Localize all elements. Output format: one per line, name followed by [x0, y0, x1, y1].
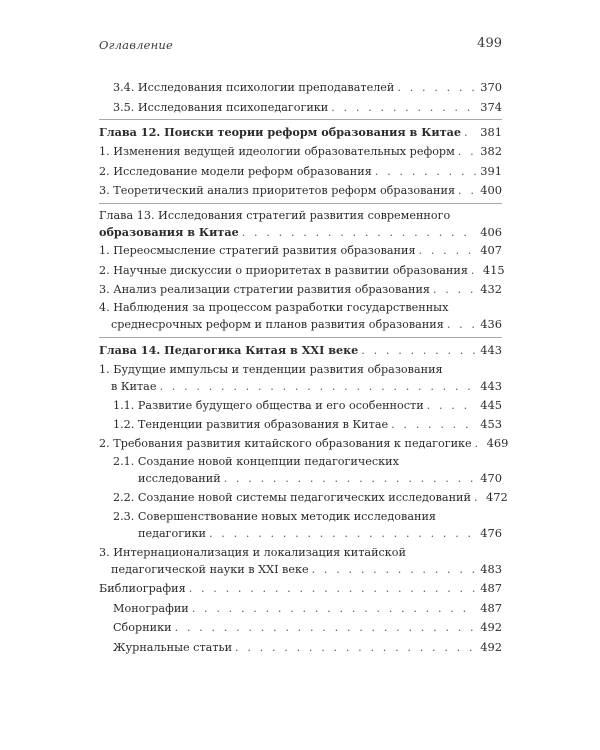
- toc-entry-title-line2: в Китае: [111, 380, 157, 393]
- toc-entry[interactable]: [113, 600, 502, 617]
- toc-entry-page: 400: [480, 183, 502, 197]
- toc-entry-page: 436: [480, 317, 502, 331]
- toc-entry[interactable]: [113, 509, 502, 542]
- toc-entry[interactable]: [113, 619, 502, 636]
- toc-entry-page: 382: [480, 144, 502, 158]
- dot-leader: [224, 471, 477, 487]
- toc-entry-title: Монографии: [113, 602, 189, 615]
- dot-leader: [458, 183, 476, 199]
- dot-leader: [331, 100, 476, 116]
- toc-entry-title-line1: 2.1. Создание новой концепции педагогических: [113, 455, 399, 468]
- dot-leader: [242, 225, 477, 241]
- toc-entry-title-line1: 2.3. Совершенствование новых методик исследования: [113, 510, 436, 523]
- toc-entry[interactable]: [113, 416, 502, 433]
- toc-entry-title: Журнальные статьи: [113, 641, 233, 654]
- toc-entry[interactable]: [113, 639, 502, 656]
- dot-leader: [475, 436, 483, 452]
- toc-entry[interactable]: [99, 580, 502, 597]
- dot-leader: [192, 601, 477, 617]
- toc-entry[interactable]: [113, 454, 502, 487]
- toc-entry-title-line1: 1. Будущие импульсы и тенденции развития образования: [99, 363, 443, 376]
- toc-entry[interactable]: [113, 397, 502, 414]
- toc-entry-title: Сборники: [113, 621, 172, 634]
- toc-entry-title: 3. Теоретический анализ приоритетов реформ образования: [99, 184, 456, 197]
- toc-entry-page: 453: [480, 417, 502, 431]
- dot-leader: [397, 80, 476, 96]
- toc-entry-title: Библиография: [99, 582, 186, 595]
- toc-entry-page: 406: [480, 225, 502, 239]
- toc-entry-title: 2. Научные дискуссии о приоритетах в развитии образования: [99, 264, 468, 277]
- toc-entry[interactable]: [99, 242, 502, 259]
- toc-entry[interactable]: [99, 362, 502, 395]
- toc-entry-page: 445: [480, 398, 502, 412]
- toc-entry-page: 469: [486, 436, 509, 450]
- dot-leader: [433, 282, 476, 298]
- toc-entry[interactable]: [99, 545, 502, 578]
- toc-entry-title: 2. Исследование модели реформ образования: [99, 165, 372, 178]
- dot-leader: [474, 490, 482, 506]
- running-head-title: Оглавление: [99, 38, 174, 52]
- running-head: [99, 36, 502, 58]
- section-divider: [99, 119, 502, 120]
- toc-entry-title-line1: 4. Наблюдения за процессом разработки государственных: [99, 301, 449, 314]
- dot-leader: [159, 379, 476, 395]
- toc-chapter-title-line1: Глава 13. Исследования стратегий развития современного: [99, 209, 451, 222]
- toc-entry-page: 443: [480, 379, 502, 393]
- toc-entry[interactable]: [99, 163, 502, 180]
- toc-entry-page: 470: [480, 471, 502, 485]
- toc-entry-title: 1.1. Развитие будущего общества и его особенности: [113, 399, 424, 412]
- dot-leader: [447, 317, 476, 333]
- toc-entry-page: 381: [480, 125, 502, 139]
- toc-entry-page: 492: [480, 640, 502, 654]
- toc-entry-page: 487: [480, 581, 502, 595]
- running-head-page-number: 499: [477, 36, 502, 51]
- toc-entry[interactable]: [99, 182, 502, 199]
- toc-entry-page: 391: [480, 164, 502, 178]
- section-divider: [99, 203, 502, 204]
- toc-entry-title-line2: педагогической науки в XXI веке: [111, 563, 309, 576]
- dot-leader: [375, 164, 476, 180]
- toc-entry[interactable]: [113, 489, 508, 506]
- toc-entry[interactable]: [99, 143, 502, 160]
- toc-entry[interactable]: [99, 300, 502, 333]
- dot-leader: [427, 398, 477, 414]
- toc-entry-page: 370: [480, 80, 502, 94]
- toc-entry-page: 492: [480, 620, 502, 634]
- toc-entry-title-line2: среднесрочных реформ и планов развития образования: [111, 318, 444, 331]
- toc-chapter-entry[interactable]: [99, 124, 502, 141]
- toc-entry-title: 3. Анализ реализации стратегии развития образования: [99, 283, 430, 296]
- toc-chapter-entry[interactable]: [99, 208, 502, 241]
- toc-chapter-entry[interactable]: [99, 342, 502, 359]
- toc-entry-page: 476: [480, 526, 502, 540]
- toc-entry-title: 3.5. Исследования психопедагогики: [113, 101, 329, 114]
- dot-leader: [464, 125, 476, 141]
- dot-leader: [471, 263, 479, 279]
- toc-entry-title: 2. Требования развития китайского образования к педагогике: [99, 437, 472, 450]
- toc-entry-title-line2: педагогики: [138, 527, 206, 540]
- toc-entry-page: 415: [482, 263, 505, 277]
- toc-entry-page: 487: [480, 601, 502, 615]
- toc-entry-page: 432: [480, 282, 502, 296]
- toc-entry[interactable]: [99, 435, 509, 452]
- dot-leader: [391, 417, 476, 433]
- toc-entry-page: 483: [480, 562, 502, 576]
- toc-entry-title: 2.2. Создание новой системы педагогических исследований: [113, 491, 471, 504]
- toc-entry[interactable]: [99, 262, 505, 279]
- toc-chapter-title-line2: образования в Китае: [99, 225, 239, 239]
- toc-entry-title: 1.2. Тенденции развития образования в Китае: [113, 418, 389, 431]
- toc-entry-title: 1. Переосмысление стратегий развития образования: [99, 244, 416, 257]
- dot-leader: [312, 562, 477, 578]
- toc-entry[interactable]: [99, 281, 502, 298]
- dot-leader: [458, 144, 476, 160]
- dot-leader: [175, 620, 477, 636]
- toc-chapter-title: Глава 12. Поиски теории реформ образования в Китае: [99, 125, 462, 139]
- section-divider: [99, 337, 502, 338]
- toc-entry-page: 472: [485, 490, 508, 504]
- dot-leader: [361, 343, 476, 359]
- toc-entry-title-line2: исследований: [138, 472, 221, 485]
- dot-leader: [235, 640, 476, 656]
- toc-entry-title-line1: 3. Интернационализация и локализация китайской: [99, 546, 406, 559]
- toc-entry-page: 407: [480, 243, 502, 257]
- toc-entry-title: 3.4. Исследования психологии преподавателей: [113, 81, 395, 94]
- dot-leader: [419, 243, 477, 259]
- toc-entry-title: 1. Изменения ведущей идеологии образовательных реформ: [99, 145, 455, 158]
- toc-entry-page: 374: [480, 100, 502, 114]
- toc-entry[interactable]: [113, 79, 502, 96]
- toc-entry-page: 443: [480, 343, 502, 357]
- dot-leader: [189, 581, 477, 597]
- toc-entry[interactable]: [113, 99, 502, 116]
- toc-chapter-title: Глава 14. Педагогика Китая в XXI веке: [99, 343, 359, 357]
- dot-leader: [209, 526, 476, 542]
